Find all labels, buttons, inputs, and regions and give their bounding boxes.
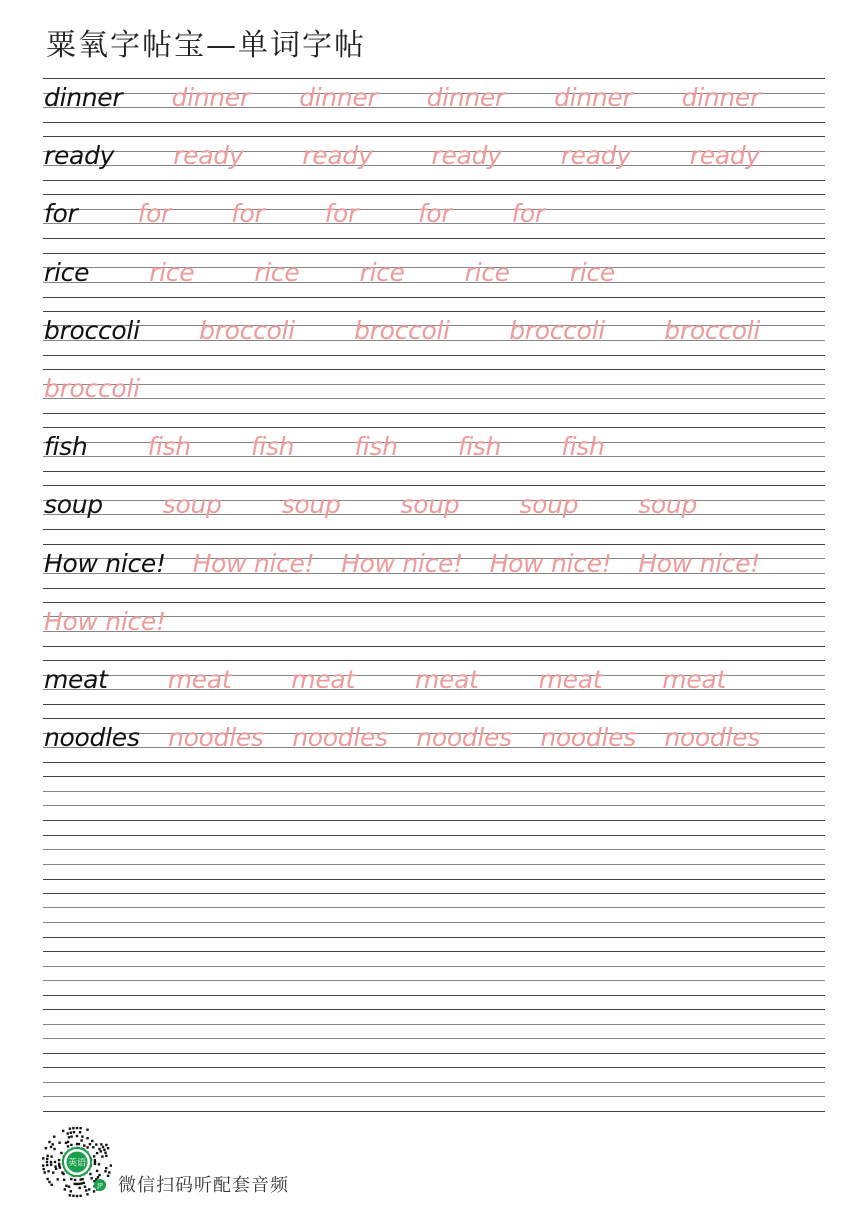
qr-dot: [57, 1178, 59, 1180]
qr-dot: [94, 1159, 96, 1161]
practice-row: [0, 718, 868, 776]
qr-dot: [68, 1136, 70, 1138]
trace-word: rice: [359, 257, 405, 287]
trace-word: soup: [400, 490, 460, 520]
qr-dot: [107, 1175, 109, 1177]
qr-dot: [67, 1145, 69, 1147]
trace-word: dinner: [299, 83, 378, 112]
trace-word: dinner: [171, 83, 250, 112]
qr-dot: [70, 1178, 72, 1180]
qr-dot: [89, 1173, 91, 1175]
trace-word: dinner: [681, 83, 760, 112]
qr-dot: [96, 1152, 98, 1154]
practice-row: [0, 78, 868, 136]
qr-dot: [76, 1183, 78, 1185]
practice-row: [0, 253, 868, 311]
qr-dot: [45, 1147, 47, 1149]
model-word: for: [44, 199, 78, 229]
qr-dot: [63, 1179, 65, 1181]
trace-word: ready: [431, 141, 502, 171]
qr-dot: [65, 1185, 67, 1187]
qr-dot: [102, 1146, 104, 1148]
trace-word: noodles: [540, 723, 636, 753]
qr-dot: [50, 1155, 52, 1157]
guide-line: [43, 776, 825, 777]
practice-row: [0, 427, 868, 485]
trace-word: fish: [250, 432, 295, 462]
trace-word: How nice!: [638, 548, 761, 578]
guide-line: [43, 791, 825, 792]
qr-dot: [104, 1170, 106, 1172]
guide-line: [43, 1038, 825, 1039]
model-word: soup: [44, 490, 103, 520]
trace-word: noodles: [292, 723, 388, 753]
qr-dot: [47, 1170, 49, 1172]
qr-dot: [93, 1190, 95, 1192]
qr-dot: [86, 1137, 88, 1139]
practice-row: [0, 660, 868, 718]
qr-dot: [92, 1146, 94, 1148]
qr-mini-badge-label: JP: [97, 1182, 103, 1190]
qr-dot: [70, 1190, 72, 1192]
trace-word: How nice!: [44, 606, 166, 636]
qr-dot: [79, 1187, 81, 1189]
qr-dot: [73, 1131, 75, 1133]
qr-dot: [48, 1181, 50, 1183]
practice-row: [0, 602, 868, 660]
guide-line: [43, 835, 825, 836]
qr-dot: [93, 1155, 95, 1157]
qr-dot: [91, 1140, 93, 1142]
qr-dot: [69, 1128, 71, 1130]
qr-dot: [46, 1178, 48, 1180]
qr-dot: [69, 1194, 71, 1196]
trace-word: meat: [291, 665, 355, 694]
qr-dot: [110, 1164, 112, 1166]
trace-word: noodles: [168, 723, 264, 753]
model-word: rice: [44, 257, 90, 287]
qr-dot: [105, 1167, 107, 1169]
trace-word: How nice!: [489, 548, 612, 578]
trace-word: meat: [662, 665, 726, 694]
qr-dot: [46, 1164, 48, 1166]
qr-dot: [94, 1163, 96, 1165]
qr-dot: [76, 1127, 78, 1129]
practice-row: [0, 369, 868, 427]
guide-line: [43, 980, 825, 981]
model-word: meat: [44, 665, 108, 694]
qr-dot: [67, 1141, 69, 1143]
qr-dot: [83, 1182, 85, 1184]
trace-word: fish: [354, 432, 398, 462]
qr-dot: [76, 1195, 78, 1197]
trace-word: broccoli: [354, 315, 450, 345]
trace-word: soup: [519, 490, 579, 520]
trace-word: soup: [162, 490, 222, 520]
qr-dot: [55, 1168, 57, 1170]
qr-dot: [46, 1161, 48, 1163]
guide-line: [43, 1009, 825, 1010]
trace-word: meat: [415, 665, 479, 694]
guide-line: [43, 879, 825, 880]
qr-dot: [98, 1148, 100, 1150]
guide-line: [43, 1053, 825, 1054]
qr-dot: [67, 1132, 69, 1134]
qr-dot: [100, 1150, 102, 1152]
qr-dot: [43, 1168, 45, 1170]
model-word: broccoli: [44, 315, 140, 345]
qr-dot: [80, 1139, 82, 1141]
qr-dot: [70, 1132, 72, 1134]
guide-line: [43, 1111, 825, 1112]
trace-word: for: [231, 199, 265, 229]
qr-dot: [79, 1195, 81, 1197]
qr-dot: [107, 1147, 109, 1149]
qr-dot: [79, 1131, 81, 1133]
trace-word: fish: [457, 432, 502, 462]
practice-row: [0, 544, 868, 602]
qr-dot: [86, 1146, 88, 1148]
qr-dot: [62, 1130, 64, 1132]
trace-word: noodles: [664, 723, 760, 753]
practice-row: [0, 136, 868, 194]
trace-word: dinner: [554, 83, 633, 112]
footer: [40, 1125, 340, 1205]
guide-line: [43, 864, 825, 865]
guide-line: [43, 951, 825, 952]
qr-badge-label: 英语: [67, 1158, 87, 1169]
qr-dot: [103, 1149, 105, 1151]
qr-dot: [98, 1174, 100, 1176]
qr-dot: [96, 1170, 98, 1172]
trace-word: for: [137, 199, 171, 229]
qr-dot: [95, 1143, 97, 1145]
qr-dot: [60, 1152, 62, 1154]
qr-dot: [47, 1155, 49, 1157]
guide-line: [43, 849, 825, 850]
trace-word: dinner: [426, 83, 505, 112]
qr-dot: [108, 1171, 110, 1173]
qr-dot: [79, 1127, 81, 1129]
qr-dot: [58, 1159, 60, 1161]
qr-dot: [100, 1143, 102, 1145]
qr-dot: [42, 1157, 44, 1159]
trace-word: soup: [281, 490, 341, 520]
qr-dot: [78, 1183, 80, 1185]
qr-dot: [50, 1161, 52, 1163]
qr-dot: [80, 1178, 82, 1180]
qr-dot: [81, 1135, 83, 1137]
trace-word: broccoli: [199, 315, 295, 345]
trace-word: rice: [149, 257, 195, 287]
qr-dot: [51, 1184, 53, 1186]
qr-dot: [80, 1182, 82, 1184]
model-word: noodles: [44, 723, 140, 753]
trace-word: ready: [173, 141, 244, 171]
qr-dot: [52, 1171, 54, 1173]
qr-dot: [42, 1164, 44, 1166]
qr-dot: [70, 1144, 72, 1146]
trace-word: How nice!: [341, 548, 463, 578]
guide-line: [43, 966, 825, 967]
trace-word: meat: [167, 665, 232, 694]
qr-dot: [65, 1142, 67, 1144]
guide-line: [43, 820, 825, 821]
guide-line: [43, 805, 825, 806]
trace-word: ready: [560, 141, 631, 171]
trace-word: ready: [689, 141, 760, 171]
guide-line: [43, 893, 825, 894]
qr-dot: [84, 1186, 86, 1188]
qr-dot: [58, 1163, 60, 1165]
trace-word: broccoli: [664, 315, 761, 345]
qr-dot: [89, 1143, 91, 1145]
practice-row: [0, 311, 868, 369]
trace-word: for: [417, 199, 452, 229]
model-word: How nice!: [44, 548, 166, 578]
model-word: fish: [44, 432, 88, 462]
trace-word: rice: [569, 257, 615, 287]
qr-dot: [105, 1155, 107, 1157]
trace-word: meat: [538, 665, 603, 694]
qr-dot: [76, 1135, 78, 1137]
guide-line: [43, 922, 825, 923]
qr-dot: [98, 1163, 100, 1165]
qr-dot: [74, 1179, 76, 1181]
trace-word: ready: [302, 141, 373, 171]
qr-dot: [61, 1171, 63, 1173]
guide-line: [43, 1082, 825, 1083]
qr-dot: [44, 1171, 46, 1173]
model-word: dinner: [44, 83, 123, 112]
trace-word: fish: [147, 432, 191, 462]
qr-dot: [72, 1127, 74, 1129]
page-title: 粟氧字帖宝—单词字帖: [46, 28, 366, 63]
qr-dot: [72, 1195, 74, 1197]
qr-dot: [86, 1129, 88, 1131]
qr-dot: [83, 1144, 85, 1146]
trace-word: for: [324, 199, 358, 229]
qr-dot: [64, 1188, 66, 1190]
qr-dot: [70, 1135, 72, 1137]
guide-line: [43, 1096, 825, 1097]
qr-dot: [54, 1165, 56, 1167]
qr-dot: [85, 1189, 87, 1191]
trace-word: noodles: [416, 723, 512, 753]
guide-line: [43, 1067, 825, 1068]
qr-dot: [74, 1183, 76, 1185]
practice-row: [0, 194, 868, 252]
guide-line: [43, 995, 825, 996]
qr-dot: [86, 1193, 88, 1195]
audio-caption: 微信扫码听配套音频: [118, 1175, 289, 1196]
guide-line: [43, 1024, 825, 1025]
qr-dot: [101, 1155, 103, 1157]
qr-dot: [105, 1144, 107, 1146]
trace-word: rice: [464, 257, 510, 287]
trace-word: soup: [638, 490, 698, 520]
guide-line: [43, 907, 825, 908]
qr-dot: [104, 1152, 106, 1154]
qr-dot: [46, 1158, 48, 1160]
qr-dot: [54, 1161, 56, 1163]
qr-code-icon[interactable]: [40, 1125, 114, 1199]
trace-word: for: [511, 199, 545, 229]
trace-word: broccoli: [509, 315, 605, 345]
guide-line: [43, 937, 825, 938]
trace-word: How nice!: [192, 548, 315, 578]
qr-dot: [88, 1188, 90, 1190]
trace-word: rice: [254, 257, 300, 287]
qr-dot: [52, 1143, 54, 1145]
qr-dot: [58, 1142, 60, 1144]
qr-dot: [68, 1186, 70, 1188]
qr-dot: [50, 1164, 52, 1166]
qr-dot: [48, 1141, 50, 1143]
model-word: ready: [44, 141, 115, 171]
qr-dot: [97, 1176, 99, 1178]
qr-dot: [91, 1177, 93, 1179]
qr-dot: [53, 1136, 55, 1138]
qr-dot: [53, 1148, 55, 1150]
qr-dot: [50, 1146, 52, 1148]
practice-row: [0, 485, 868, 543]
trace-word: fish: [561, 432, 605, 462]
trace-word: broccoli: [44, 374, 140, 403]
qr-dot: [78, 1143, 80, 1145]
